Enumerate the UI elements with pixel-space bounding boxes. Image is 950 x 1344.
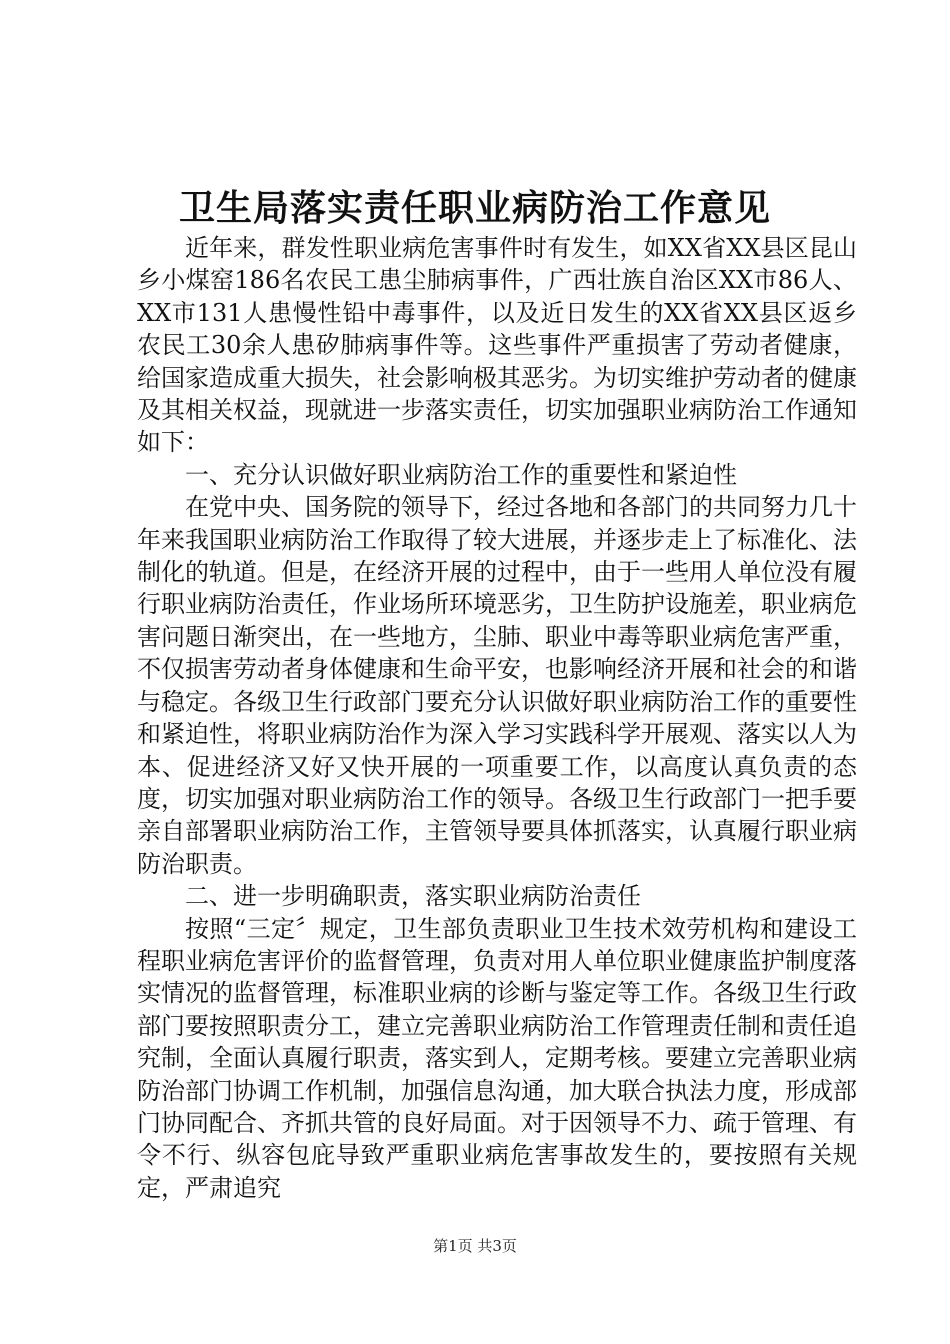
paragraph-intro: 近年来，群发性职业病危害事件时有发生，如XX省XX县区昆山乡小煤窑186名农民工患尘肺病事件，广西壮族自治区XX市86人、XX市131人患慢性铅中毒事件，以及近日发生的XX省XX县区返乡农民工30余人患矽肺病事件等。这些事件严重损害了劳动者健康，给国家造成重大损失，社会影响极其恶劣。为切实维护劳动者的健康及其相关权益，现就进一步落实责任，切实加强职业病防治工作通知如下： [137,234,857,457]
page-footer: 第1页 共3页 [433,1237,517,1255]
section-heading-1: 一、充分认识做好职业病防治工作的重要性和紧迫性 [185,460,737,489]
section-heading-2: 二、进一步明确职责，落实职业病防治责任 [185,882,641,911]
paragraph-section-2: 按照“三定〞规定，卫生部负责职业卫生技术效劳机构和建设工程职业病危害评价的监督管理，负责对用人单位职业健康监护制度落实情况的监督管理，标准职业病的诊断与鉴定等工作。各级卫生行政部门要按照职责分工，建立完善职业病防治工作管理责任制和责任追究制，全面认真履行职责，落实到人，定期考核。要建立完善职业病防治部门协调工作机制，加强信息沟通，加大联合执法力度，形成部门协同配合、齐抓共管的良好局面。对于因领导不力、疏于管理、有令不行、纵容包庇导致严重职业病危害事故发生的，要按照有关规定，严肃追究 [137,914,857,1202]
paragraph-section-1: 在党中央、国务院的领导下，经过各地和各部门的共同努力几十年来我国职业病防治工作取得了较大进展，并逐步走上了标准化、法制化的轨道。但是，在经济开展的过程中，由于一些用人单位没有履行职业病防治责任，作业场所环境恶劣，卫生防护设施差，职业病危害问题日渐突出，在一些地方，尘肺、职业中毒等职业病危害严重，不仅损害劳动者身体健康和生命平安，也影响经济开展和社会的和谐与稳定。各级卫生行政部门要充分认识做好职业病防治工作的重要性和紧迫性，将职业病防治作为深入学习实践科学开展观、落实以人为本、促进经济又好又快开展的一项重要工作，以高度认真负责的态度，切实加强对职业病防治工作的领导。各级卫生行政部门一把手要亲自部署职业病防治工作，主管领导要具体抓落实，认真履行职业病防治职责。 [137,493,857,878]
document-title: 卫生局落实责任职业病防治工作意见 [178,187,771,229]
document-body [137,232,857,1204]
